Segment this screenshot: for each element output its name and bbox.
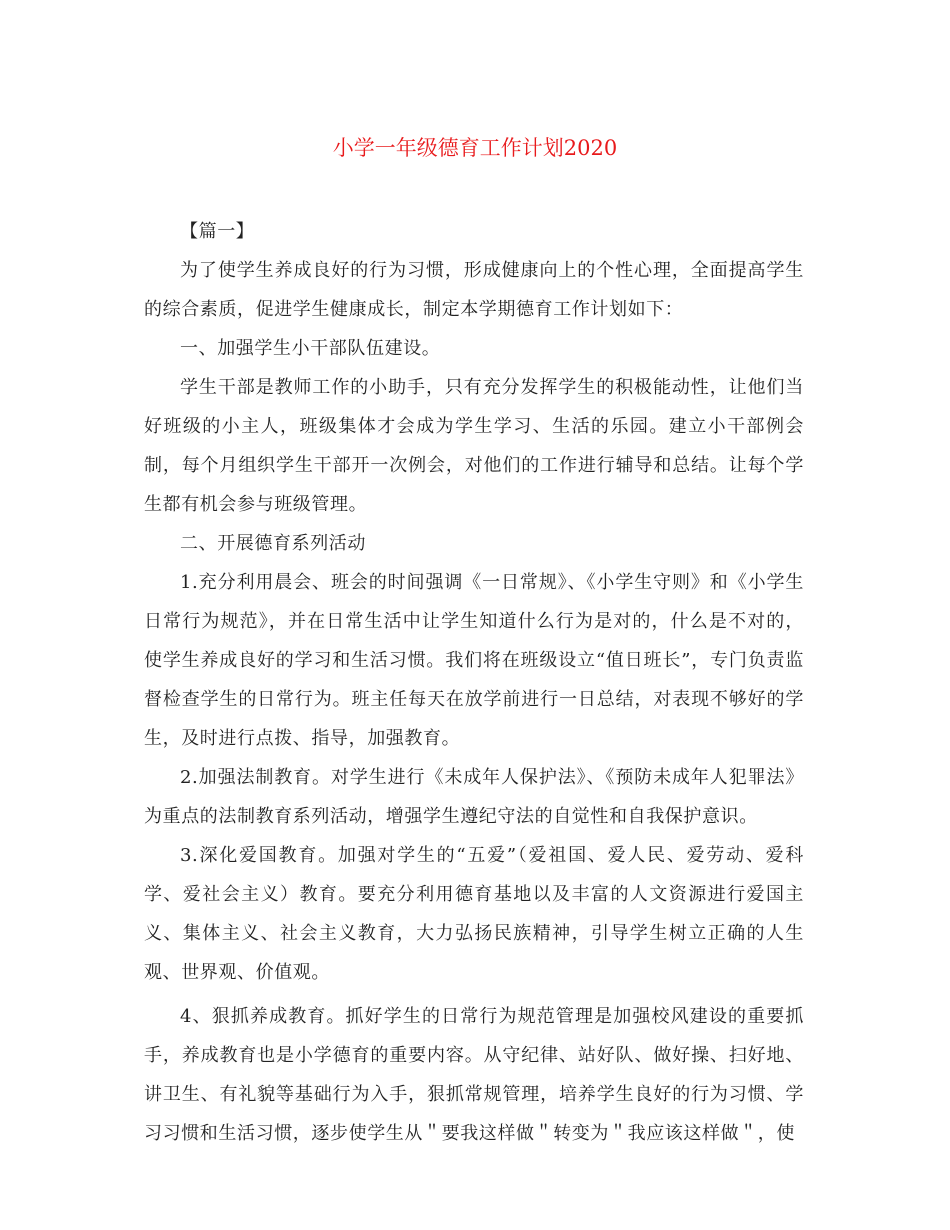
paragraph-intro: 为了使学生养成良好的行为习惯，形成健康向上的个性心理，全面提高学生的综合素质，促进学生健康成长，制定本学期德育工作计划如下： <box>144 260 804 320</box>
paragraph-item-1: 1.充分利用晨会、班会的时间强调《一日常规》、《小学生守则》和《小学生日常行为规范》，并在日常生活中让学生知道什么行为是对的，什么是不对的，使学生养成良好的学习和生活习惯。我们将在班级设立“值日班长”，专门负责监督检查学生的日常行为。班主任每天在放学前进行一日总结，对表现不够好的学生，及时进行点拨、指导，加强教育。 <box>144 572 804 749</box>
paragraph-heading-1: 一、加强学生小干部队伍建设。 <box>180 338 441 359</box>
paragraph-item-2: 2.加强法制教育。对学生进行《未成年人保护法》、《预防未成年人犯罪法》为重点的法制教育系列活动，增强学生遵纪守法的自觉性和自我保护意识。 <box>144 767 804 827</box>
paragraph-heading-2: 二、开展德育系列活动 <box>180 533 366 554</box>
paragraph-item-4: 4、狠抓养成教育。抓好学生的日常行为规范管理是加强校风建设的重要抓手，养成教育也是小学德育的重要内容。从守纪律、站好队、做好操、扫好地、讲卫生、有礼貌等基础行为入手，狠抓常规管理，培养学生良好的行为习惯、学习习惯和生活习惯，逐步使学生从＂要我这样做＂转变为＂我应该这样做＂，使 <box>144 1006 804 1144</box>
section-heading: 【篇一】 <box>180 221 255 242</box>
paragraph-cadres: 学生干部是教师工作的小助手，只有充分发挥学生的积极能动性，让他们当好班级的小主人，班级集体才会成为学生学习、生活的乐园。建立小干部例会制，每个月组织学生干部开一次例会，对他们的工作进行辅导和总结。让每个学生都有机会参与班级管理。 <box>144 377 804 515</box>
document-body <box>144 212 804 1153</box>
paragraph-item-3: 3.深化爱国教育。加强对学生的“五爱”（爱祖国、爱人民、爱劳动、爱科学、爱社会主义）教育。要充分利用德育基地以及丰富的人文资源进行爱国主义、集体主义、社会主义教育，大力弘扬民族精神，引导学生树立正确的人生观、世界观、价值观。 <box>144 845 804 983</box>
document-title: 小学一年级德育工作计划2020 <box>332 136 618 160</box>
